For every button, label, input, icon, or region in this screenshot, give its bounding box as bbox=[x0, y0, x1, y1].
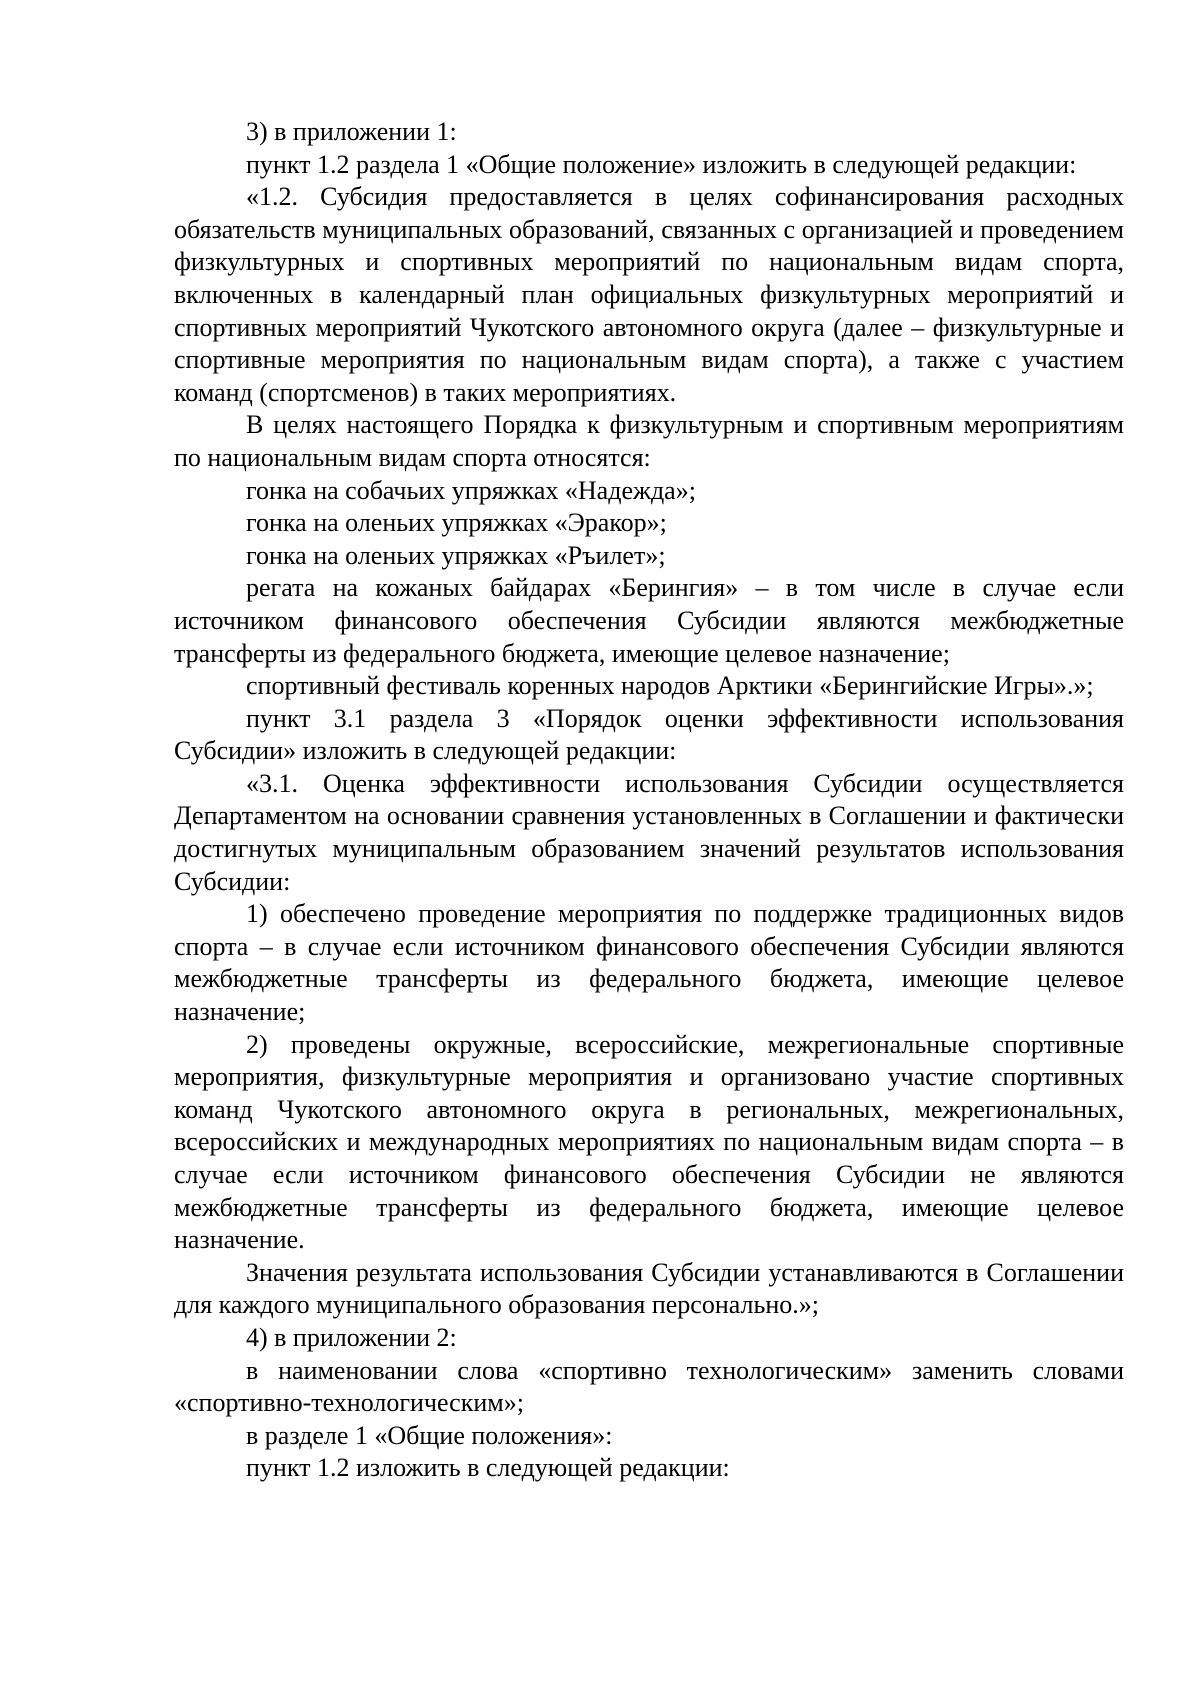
paragraph-item-3-1-instruction: пункт 3.1 раздела 3 «Порядок оценки эффективности использования Субсидии» изложить в следующей редакции: bbox=[174, 703, 1124, 766]
paragraph-section-1-heading: в разделе 1 «Общие положения»: bbox=[246, 1420, 613, 1450]
paragraph-result-values: Значения результата использования Субсидии устанавливаются в Соглашении для каждого муниципального образования персонально.»; bbox=[174, 1257, 1124, 1320]
paragraph-item-3-1-text: «3.1. Оценка эффективности использования Субсидии осуществляется Департаментом на основании сравнения установленных в Соглашении и фактически достигнутых муниципальным образованием значений результатов использования Субсидии: bbox=[174, 768, 1124, 896]
paragraph-event-bering-games: спортивный фестиваль коренных народов Арктики «Берингийские Игры».»; bbox=[246, 671, 1094, 701]
paragraph-appendix-1-heading: 3) в приложении 1: bbox=[246, 117, 457, 146]
paragraph-item-1-2-text: «1.2. Субсидия предоставляется в целях софинансирования расходных обязательств муниципальных образований, связанных с организацией и проведением физкультурных и спортивных мероприятий по национальным видам спорта, включенных в календарный план официальных физкультурных мероприятий и спортивных мероприятий Чукотского автономного округа (далее – физкультурные и спортивные мероприятия по национальным видам спорта), а также с участием команд (спортсменов) в таких мероприятиях. bbox=[174, 182, 1124, 407]
document-body bbox=[174, 116, 1124, 1485]
paragraph-event-beringia: регата на кожаных байдарах «Берингия» – в том числе в случае если источником финансового обеспечения Субсидии являются межбюджетные трансферты из федерального бюджета, имеющие целевое назначение; bbox=[174, 573, 1124, 668]
paragraph-event-erakor: гонка на оленьих упряжках «Эракор»; bbox=[246, 508, 667, 538]
paragraph-event-ryilet: гонка на оленьих упряжках «Ръилет»; bbox=[246, 540, 666, 570]
paragraph-item-1-2-final: пункт 1.2 изложить в следующей редакции: bbox=[246, 1453, 730, 1483]
paragraph-name-replacement: в наименовании слова «спортивно технологическим» заменить словами «спортивно-технологическим»; bbox=[174, 1355, 1124, 1418]
paragraph-event-nadezhda: гонка на собачьих упряжках «Надежда»; bbox=[246, 475, 696, 505]
paragraph-appendix-2-heading: 4) в приложении 2: bbox=[246, 1322, 457, 1352]
paragraph-result-1: 1) обеспечено проведение мероприятия по поддержке традиционных видов спорта – в случае если источником финансового обеспечения Субсидии являются межбюджетные трансферты из федерального бюджета, имеющие целевое назначение; bbox=[174, 899, 1124, 1027]
paragraph-result-2: 2) проведены окружные, всероссийские, межрегиональные спортивные мероприятия, физкультурные мероприятия и организовано участие спортивных команд Чукотского автономного округа в региональных, межрегиональных, всероссийских и международных мероприятиях по национальным видам спорта – в случае если источником финансового обеспечения Субсидии не являются межбюджетные трансферты из федерального бюджета, имеющие целевое назначение. bbox=[174, 1029, 1124, 1255]
paragraph-events-intro: В целях настоящего Порядка к физкультурным и спортивным мероприятиям по национальным видам спорта относятся: bbox=[174, 410, 1124, 472]
paragraph-item-1-2-instruction: пункт 1.2 раздела 1 «Общие положение» изложить в следующей редакции: bbox=[246, 149, 1077, 179]
